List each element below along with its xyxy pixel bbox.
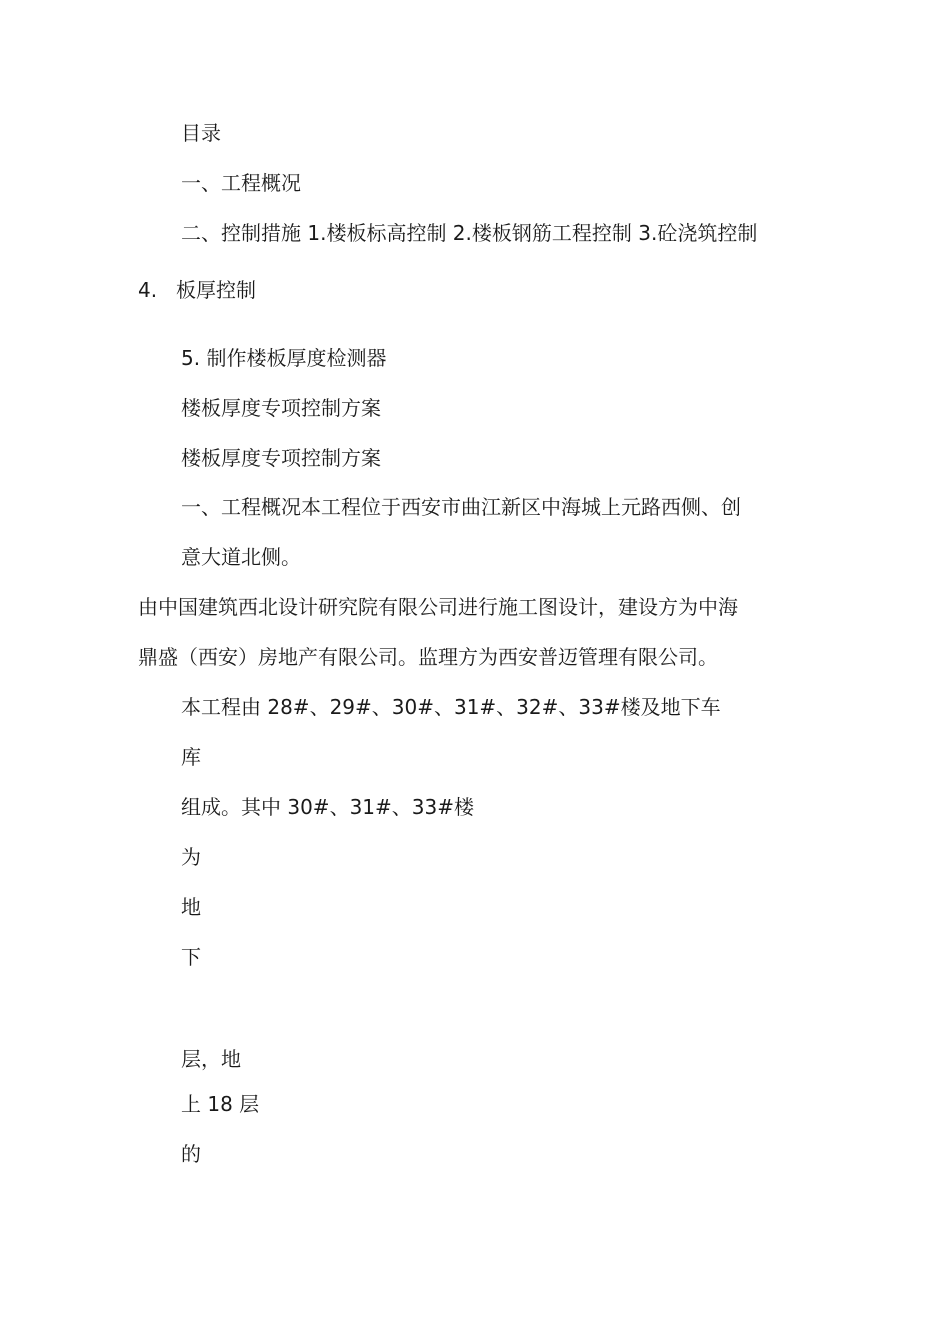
document-title-2: 楼板厚度专项控制方案	[181, 446, 381, 470]
paragraph-2-line-2: 鼎盛（西安）房地产有限公司。监理方为西安普迈管理有限公司。	[138, 645, 718, 669]
paragraph-3-line-1: 本工程由 28#、29#、30#、31#、32#、33#楼及地下车	[181, 695, 721, 719]
document-title-1: 楼板厚度专项控制方案	[181, 396, 381, 420]
toc-item-1: 一、工程概况	[181, 171, 301, 195]
paragraph-3-line-8: 上 18 层	[181, 1092, 260, 1116]
paragraph-3-line-2: 库	[181, 745, 201, 769]
paragraph-3-line-3: 组成。其中 30#、31#、33#楼	[181, 795, 474, 819]
paragraph-3-line-6: 下	[181, 945, 201, 969]
paragraph-3-line-9: 的	[181, 1142, 201, 1166]
toc-title: 目录	[181, 121, 221, 145]
paragraph-3-line-7: 层，地	[181, 1047, 241, 1071]
paragraph-3-line-5: 地	[181, 895, 201, 919]
toc-item-4-text: 板厚控制	[176, 278, 256, 302]
paragraph-1-line-2: 意大道北侧。	[181, 545, 301, 569]
toc-item-2: 二、控制措施 1.楼板标高控制 2.楼板钢筋工程控制 3.砼浇筑控制	[181, 221, 758, 245]
paragraph-1-line-1: 一、工程概况本工程位于西安市曲江新区中海城上元路西侧、创	[181, 495, 741, 519]
toc-item-4-number: 4.	[138, 278, 158, 302]
paragraph-2-line-1: 由中国建筑西北设计研究院有限公司进行施工图设计，建设方为中海	[138, 595, 738, 619]
toc-item-5: 5. 制作楼板厚度检测器	[181, 346, 387, 370]
paragraph-3-line-4: 为	[181, 845, 201, 869]
